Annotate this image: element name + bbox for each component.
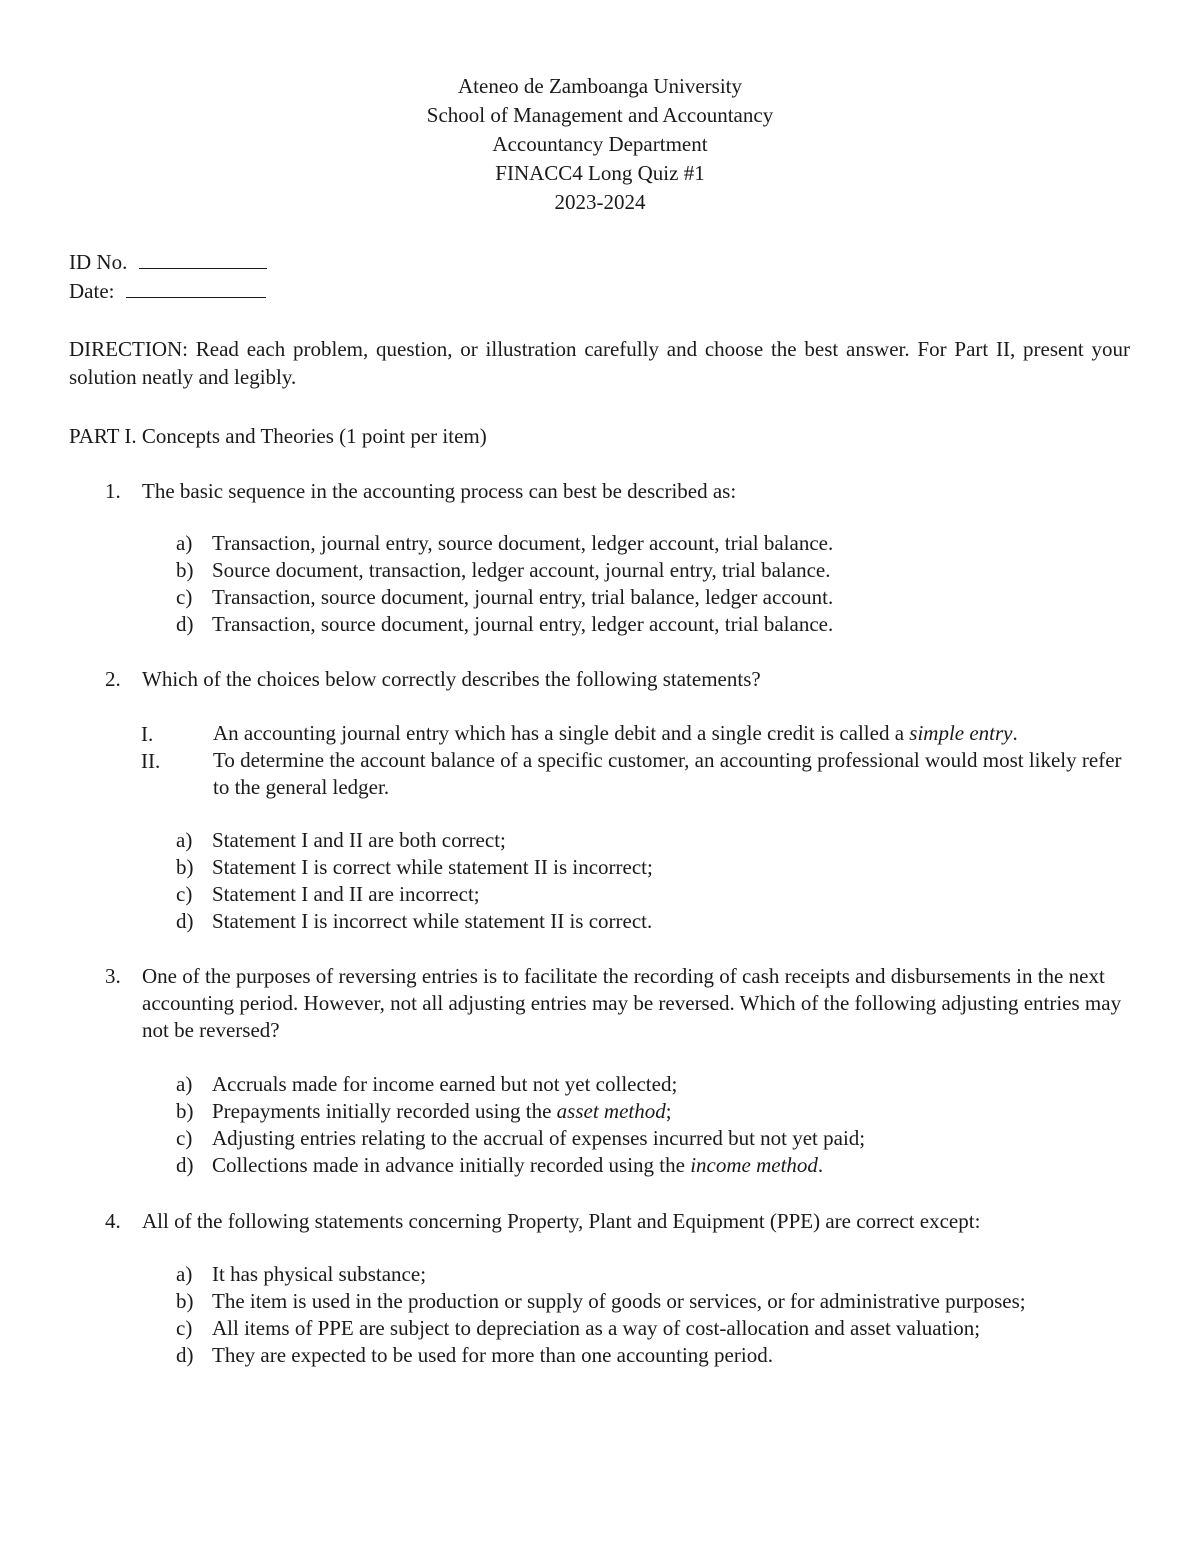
option-letter: c) [176,1126,193,1150]
option-letter: c) [176,585,193,609]
university-name: Ateneo de Zamboanga University [458,74,742,98]
option-text: Transaction, source document, journal entry, trial balance, ledger account. [212,585,834,609]
option-text: Statement I is correct while statement II is incorrect; [212,855,653,879]
option-text: Statement I and II are incorrect; [212,882,480,906]
question-4-options [176,1261,1136,1369]
option-text: They are expected to be used for more than one accounting period. [212,1343,773,1367]
option-b[interactable] [176,557,1136,584]
id-blank[interactable] [139,248,267,269]
option-letter: b) [176,558,194,582]
statement-2 [141,747,1133,801]
option-c[interactable] [176,584,1136,611]
option-c[interactable] [176,1315,1136,1342]
option-letter: d) [176,1343,194,1367]
option-letter: a) [176,828,193,852]
question-4 [105,1207,1130,1235]
option-c[interactable] [176,881,1136,908]
option-letter: d) [176,1153,194,1177]
school-year: 2023-2024 [554,190,646,214]
option-d[interactable] [176,908,1136,935]
question-number: 3. [105,964,121,988]
id-field-row [69,248,267,277]
question-2-options [176,827,1136,935]
option-text: Collections made in advance initially recorded using the income method. [212,1153,824,1177]
question-2 [105,665,1130,693]
emphasis-simple-entry: simple entry [909,721,1013,745]
option-text: Transaction, source document, journal entry, ledger account, trial balance. [212,612,834,636]
question-2-statements [141,720,1133,801]
document-header [0,72,1200,217]
student-fields [69,248,267,306]
emphasis-asset-method: asset method [556,1099,666,1123]
option-letter: d) [176,909,194,933]
option-letter: d) [176,612,194,636]
option-letter: b) [176,1289,194,1313]
option-b[interactable] [176,1288,1136,1315]
option-text: It has physical substance; [212,1262,427,1286]
emphasis-income-method: income method [690,1153,818,1177]
option-letter: a) [176,1072,193,1096]
option-b[interactable] [176,854,1136,881]
option-letter: a) [176,1262,193,1286]
school-name: School of Management and Accountancy [426,103,774,127]
option-text: Prepayments initially recorded using the asset method; [212,1099,672,1123]
statement-text: An accounting journal entry which has a single debit and a single credit is called a simple entry. [213,721,1018,745]
quiz-title: FINACC4 Long Quiz #1 [495,161,705,185]
statement-number: II. [141,749,161,773]
question-3 [105,963,1130,1044]
statement-number: I. [141,722,154,746]
option-text: Statement I and II are both correct; [212,828,506,852]
date-blank[interactable] [126,277,266,298]
date-field-row [69,277,267,306]
question-number: 2. [105,667,121,691]
option-b[interactable] [176,1098,1136,1125]
question-1 [105,477,1130,505]
direction-text: DIRECTION: Read each problem, question, or illustration carefully and choose the best answer. For Part II, present your solution neatly and legibly. [69,337,1130,389]
question-text: The basic sequence in the accounting process can best be described as: [142,479,737,503]
option-text: Transaction, journal entry, source document, ledger account, trial balance. [212,531,834,555]
option-text: Statement I is incorrect while statement II is correct. [212,909,653,933]
question-number: 4. [105,1209,121,1233]
question-1-options [176,530,1136,638]
option-d[interactable] [176,1152,1136,1179]
id-label: ID No. [69,250,128,274]
option-a[interactable] [176,1261,1136,1288]
option-letter: b) [176,1099,194,1123]
option-text: All items of PPE are subject to depreciation as a way of cost-allocation and asset valuation; [212,1316,981,1340]
question-3-options [176,1071,1136,1179]
option-a[interactable] [176,827,1136,854]
option-letter: a) [176,531,193,555]
option-letter: c) [176,1316,193,1340]
question-text: All of the following statements concerning Property, Plant and Equipment (PPE) are correct except: [142,1209,981,1233]
part-one-title: PART I. Concepts and Theories (1 point per item) [69,424,487,448]
option-text: The item is used in the production or supply of goods or services, or for administrative purposes; [212,1289,1026,1313]
option-letter: c) [176,882,193,906]
department-name: Accountancy Department [492,132,708,156]
option-text: Adjusting entries relating to the accrual of expenses incurred but not yet paid; [212,1126,866,1150]
option-letter: b) [176,855,194,879]
option-text: Accruals made for income earned but not yet collected; [212,1072,678,1096]
option-d[interactable] [176,611,1136,638]
question-number: 1. [105,479,121,503]
date-label: Date: [69,279,115,303]
question-text: One of the purposes of reversing entries is to facilitate the recording of cash receipts and disbursements in the next accounting period. However, not all adjusting entries may be reversed. Which of the following adjusting entries may not be reversed? [142,964,1122,1042]
option-d[interactable] [176,1342,1136,1369]
option-c[interactable] [176,1125,1136,1152]
question-text: Which of the choices below correctly describes the following statements? [142,667,761,691]
option-a[interactable] [176,1071,1136,1098]
option-text: Source document, transaction, ledger account, journal entry, trial balance. [212,558,831,582]
option-a[interactable] [176,530,1136,557]
statement-text: To determine the account balance of a specific customer, an accounting professional would most likely refer to the general ledger. [213,748,1122,799]
statement-1 [141,720,1133,747]
